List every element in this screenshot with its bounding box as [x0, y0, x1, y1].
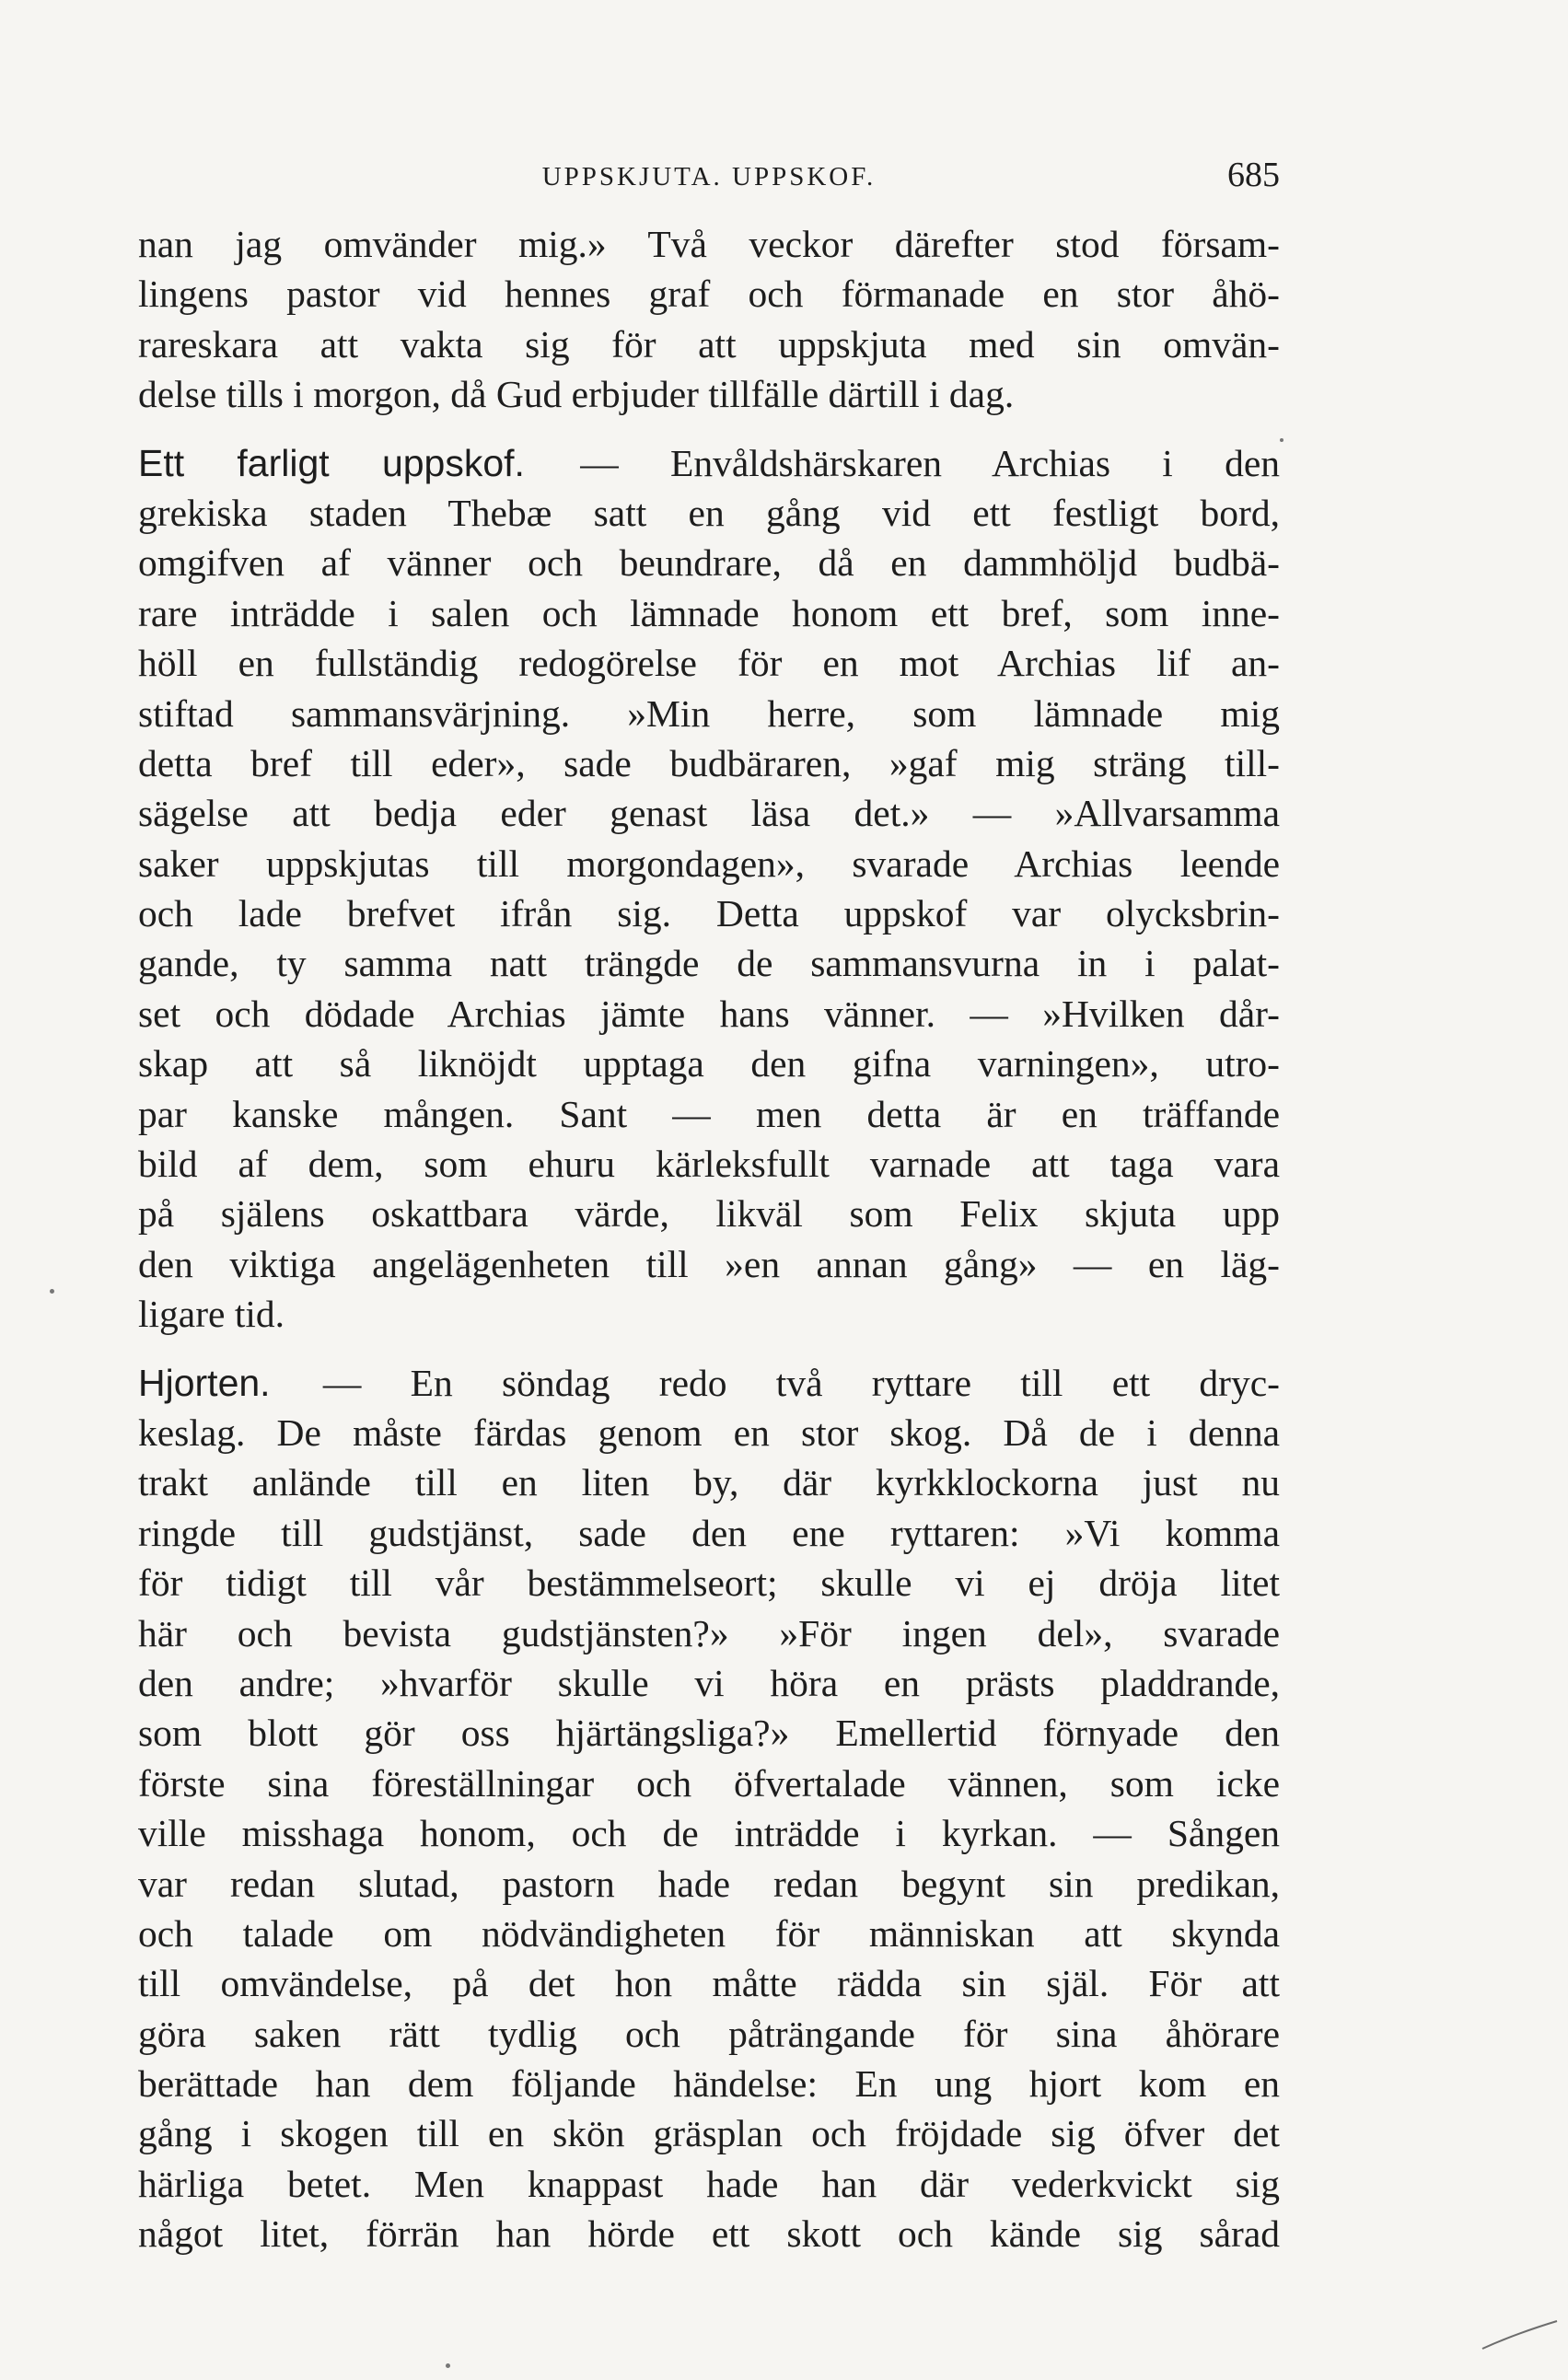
- text-line: ringde till gudstjänst, sade den ene ryttaren: »Vi komma: [138, 1511, 1280, 1554]
- text-line: till omvändelse, på det hon måtte rädda sin själ. För att: [138, 1962, 1280, 2005]
- text-line: gång i skogen till en skön gräsplan och fröjdade sig öfver det: [138, 2112, 1280, 2155]
- text-line: delse tills i morgon, då Gud erbjuder tillfälle därtill i dag.: [138, 373, 1015, 416]
- text-line: par kanske mången. Sant — men detta är en träffande: [138, 1092, 1280, 1135]
- text-line: som blott gör oss hjärtängsliga?» Emellertid förnyade den: [138, 1712, 1280, 1755]
- text-line: trakt anlände till en liten by, där kyrkklockorna just nu: [138, 1461, 1280, 1504]
- text-line: saker uppskjutas till morgondagen», svarade Archias leende: [138, 842, 1280, 885]
- text-fragment: — Envåldshärskaren Archias i den: [528, 441, 1280, 484]
- text-line: var redan slutad, pastorn hade redan begynt sin predikan,: [138, 1862, 1280, 1905]
- page-number: 685: [1227, 156, 1280, 194]
- text-line: göra saken rätt tydlig och påträngande för sina åhörare: [138, 2012, 1280, 2055]
- text-line: rare inträdde i salen och lämnade honom ett bref, som inne-: [138, 591, 1280, 634]
- text-line: skap att så liknöjdt upptaga den gifna varningen», utro-: [138, 1042, 1280, 1086]
- section-heading-hjorten: Hjorten.: [138, 1361, 271, 1404]
- text-line: sägelse att bedja eder genast läsa det.» — »Allvarsamma: [138, 792, 1280, 835]
- text-line: förste sina föreställningar och öfvertalade vännen, som icke: [138, 1761, 1280, 1805]
- text-line: här och bevista gudstjänsten?» »För ingen del», svarade: [138, 1611, 1280, 1654]
- text-line: set och dödade Archias jämte hans vänner. — »Hvilken dår-: [138, 992, 1280, 1035]
- text-line: den viktiga angelägenheten till »en annan gång» — en läg-: [138, 1242, 1280, 1285]
- text-line: omgifven af vänner och beundrare, då en dammhöljd budbä-: [138, 541, 1280, 585]
- section-first-line: [138, 1358, 1280, 1408]
- paper-speck: [50, 1289, 54, 1294]
- text-line: och talade om nödvändigheten för människan att skynda: [138, 1911, 1280, 1955]
- text-line: nan jag omvänder mig.» Två veckor därefter stod försam-: [138, 223, 1280, 265]
- paper-speck: [446, 2363, 450, 2368]
- text-line: höll en fullständig redogörelse för en mot Archias lif an-: [138, 642, 1280, 685]
- text-line: berättade han dem följande händelse: En ung hjort kom en: [138, 2062, 1280, 2106]
- text-line: stiftad sammansvärjning. »Min herre, som lämnade mig: [138, 691, 1280, 735]
- text-line: för tidigt till vår bestämmelseort; skulle vi ej dröja litet: [138, 1562, 1280, 1605]
- text-line: ligare tid.: [138, 1293, 285, 1336]
- running-head: UPPSKJUTA. UPPSKOF.: [541, 162, 877, 192]
- text-fragment: — En söndag redo två ryttare till ett dryc-: [273, 1361, 1280, 1404]
- paper-speck: [1280, 438, 1283, 442]
- text-line: detta bref till eder», sade budbäraren, »gaf mig sträng till-: [138, 741, 1280, 784]
- page-header: [138, 155, 1280, 199]
- page-body: [138, 219, 1280, 2259]
- paper-scratch: [1478, 2317, 1561, 2354]
- text-line: gande, ty samma natt trängde de sammansvurna in i palat-: [138, 942, 1280, 985]
- text-line: på själens oskattbara värde, likväl som Felix skjuta upp: [138, 1192, 1280, 1236]
- section-heading-uppskof: Ett farligt uppskof.: [138, 441, 525, 484]
- text-line: grekiska staden Thebæ satt en gång vid ett festligt bord,: [138, 491, 1280, 534]
- text-line: och lade brefvet ifrån sig. Detta uppskof var olycksbrin-: [138, 892, 1280, 935]
- section-first-line: [138, 438, 1280, 488]
- text-line: bild af dem, som ehuru kärleksfullt varnade att taga vara: [138, 1143, 1280, 1186]
- text-line: härliga betet. Men knappast hade han där vederkvickt sig: [138, 2162, 1280, 2205]
- text-line: något litet, förrän han hörde ett skott och kände sig sårad: [138, 2212, 1280, 2256]
- text-line: lingens pastor vid hennes graf och förmanade en stor åhö-: [138, 273, 1280, 316]
- text-line: rareskara att vakta sig för att uppskjuta med sin omvän-: [138, 322, 1280, 366]
- text-line: den andre; »hvarför skulle vi höra en prästs pladdrande,: [138, 1661, 1280, 1704]
- text-line: ville misshaga honom, och de inträdde i kyrkan. — Sången: [138, 1812, 1280, 1855]
- text-line: keslag. De måste färdas genom en stor skog. Då de i denna: [138, 1411, 1280, 1454]
